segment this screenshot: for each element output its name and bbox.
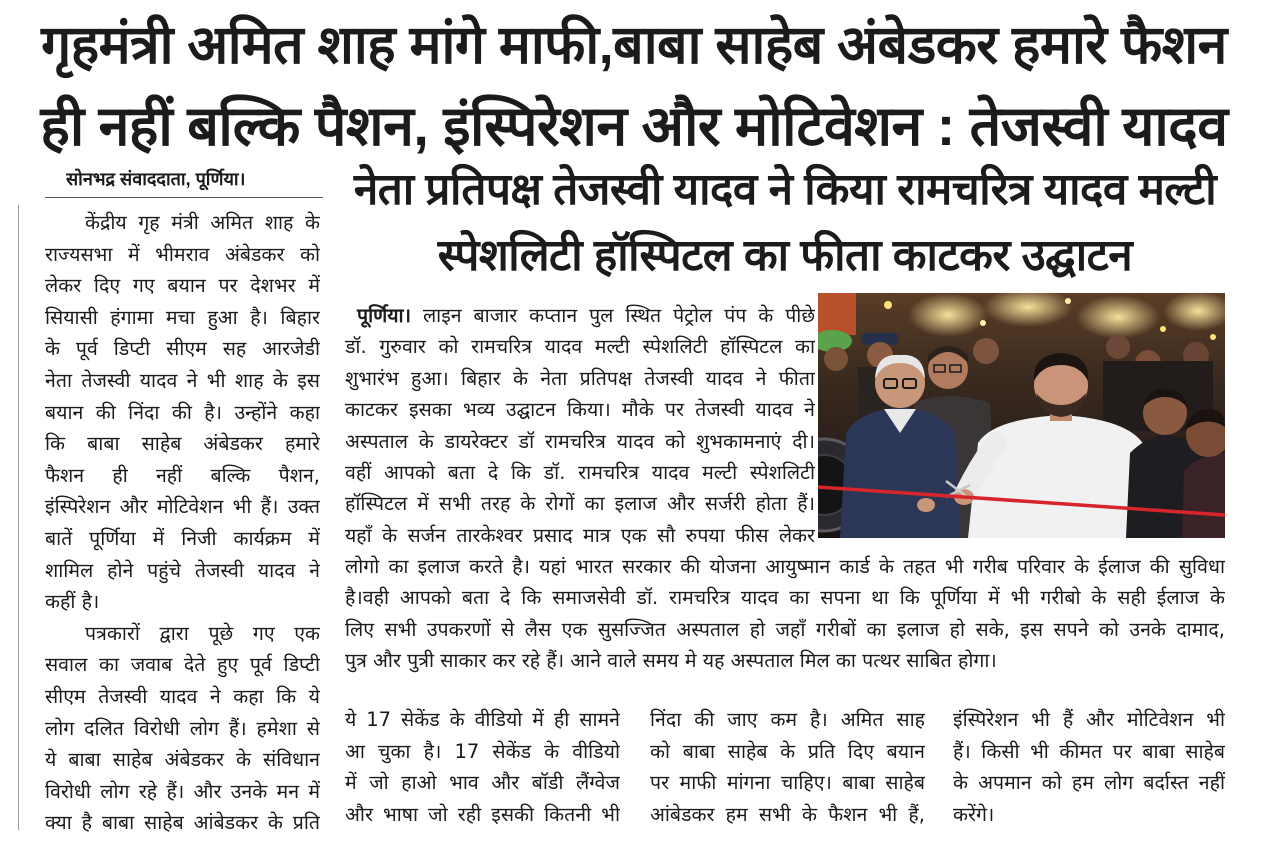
byline: सोनभद्र संवाददाता, पूर्णिया।	[66, 169, 246, 189]
subheadline-line-1: नेता प्रतिपक्ष तेजस्वी यादव ने किया रामचरित्र यादव मल्टी	[353, 165, 1217, 214]
bottom-column-1	[345, 704, 620, 830]
lead-first-line	[345, 300, 815, 331]
left-column	[45, 207, 320, 839]
text-line: हॉस्पिटल में सभी तरह के रोगों का इलाज और सर्जरी होता हैं।	[345, 492, 815, 516]
text-line: वहीं आपको बता दे कि डॉ. रामचरित्र यादव मल्टी स्पेशलिटी	[345, 460, 815, 484]
text-line: बयान की निंदा की है। उन्होंने कहा	[45, 400, 320, 424]
text-line: फैशन ही नहीं बल्कि पैशन,	[45, 463, 320, 487]
subheadline-line-2: स्पेशलिटी हॉस्पिटल का फीता काटकर उद्घाटन	[437, 231, 1133, 280]
text-line: को बाबा साहेब के प्रति दिए बयान	[650, 739, 925, 763]
text-line: सियासी हंगामा मचा हुआ है। बिहार	[45, 305, 320, 329]
text-line: कहीं है।	[45, 590, 100, 614]
bottom-column-2	[650, 704, 925, 830]
text-line: अस्पताल के डायरेक्टर डॉ रामचरित्र यादव को शुभकामनाएं दी।	[345, 429, 815, 453]
bottom-column-3	[953, 704, 1225, 830]
text-line: केंद्रीय गृह मंत्री अमित शाह के	[85, 211, 320, 234]
man-right-edge	[1182, 409, 1225, 538]
text-line: आ चुका है। 17 सेकेंड के वीडियो	[345, 739, 620, 763]
lead-story-narrow	[345, 300, 815, 551]
text-line: में जो हाओ भाव और बॉडी लैंग्वेज	[345, 771, 620, 795]
text-line: करेंगे।	[953, 802, 995, 826]
text-line: शामिल होने पहुंचे तेजस्वी यादव ने	[45, 558, 320, 582]
text-line: इंस्पिरेशन और मोटिवेशन भी हैं। उक्त	[45, 495, 320, 519]
text-line: सवाल का जवाब देते हुए पूर्व डिप्टी	[45, 653, 320, 677]
text-line: बातें पूर्णिया में निजी कार्यक्रम में	[45, 526, 320, 550]
text-line: लेकर दिए गए बयान पर देशभर में	[45, 274, 320, 298]
text-line: लिए सभी उपकरणों से लैस एक सुसज्जित अस्पताल हो जहाँ गरीबों का इलाज हो सके, इस सपने को उनके दामाद,	[345, 617, 1225, 641]
text-line: यहाँ के सर्जन तारकेश्वर प्रसाद मात्र एक सौ रुपया फीस लेकर	[345, 523, 815, 547]
text-line: लोगो का इलाज करते है। यहां भारत सरकार की योजना आयुष्मान कार्ड के तहत भी गरीब परिवार के ईलाज की सुविधा	[345, 555, 1225, 578]
text-line: लोग दलित विरोधी लोग हैं। हमेशा से	[45, 716, 320, 740]
byline-rule	[45, 197, 323, 198]
text-line: राज्यसभा में भीमराव अंबेडकर को	[45, 242, 320, 266]
text-line: पर माफी मांगना चाहिए। बाबा साहेब	[650, 771, 925, 795]
text-line: ये 17 सेकेंड के वीडियो में ही सामने	[345, 708, 620, 731]
headline-line-2: ही नहीं बल्कि पैशन, इंस्पिरेशन और मोटिवेशन : तेजस्वी यादव	[40, 95, 1228, 157]
photo-illustration	[818, 293, 1225, 538]
column-rule	[18, 205, 19, 830]
text-line: विरोधी लोग रहे हैं। और उनके मन में	[45, 779, 320, 803]
text-line: के अपमान को हम लोग बर्दास्त नहीं	[953, 771, 1225, 795]
text-line: कि बाबा साहेब अंबेडकर हमारे	[45, 432, 320, 456]
headline-line-1: गृहमंत्री अमित शाह मांगे माफी,बाबा साहेब अंबेडकर हमारे फैशन	[41, 16, 1227, 75]
text-line: इंस्पिरेशन भी हैं और मोटिवेशन भी	[953, 708, 1225, 731]
text-line: है।वही आपको बता दे कि समाजसेवी डॉ. रामचरित्र यादव का सपना था कि पूर्णिया में भी गरीबो के सही ईलाज के	[345, 586, 1225, 610]
lead-story-wide	[345, 551, 1225, 677]
text-line: क्या है बाबा साहेब आंबेडकर के प्रति	[45, 811, 320, 835]
text-line: सीएम तेजस्वी यादव ने कहा कि ये	[45, 684, 320, 708]
inauguration-photo	[818, 293, 1225, 538]
text-line: हैं। किसी भी कीमत पर बाबा साहेब	[953, 739, 1225, 763]
text-line: डॉ. गुरुवार को रामचरित्र यादव मल्टी स्पेशलिटी हॉस्पिटल का	[345, 335, 815, 359]
lead-first-line-text: लाइन बाजार कप्तान पुल स्थित पेट्रोल पंप के पीछे	[422, 304, 815, 327]
text-line: आंबेडकर हम सभी के फैशन भी हैं,	[650, 802, 925, 826]
text-line: पत्रकारों द्वारा पूछे गए एक	[85, 621, 320, 645]
text-line: काटकर इसका भव्य उद्घाटन किया। मौके पर तेजस्वी यादव ने	[345, 398, 815, 422]
text-line: शुभारंभ हुआ। बिहार के नेता प्रतिपक्ष तेजस्वी यादव ने फीता	[345, 366, 815, 390]
text-line: निंदा की जाए कम है। अमित साह	[650, 708, 925, 731]
text-line: ये बाबा साहेब अंबेडकर के संविधान	[45, 748, 320, 772]
text-line: पुत्र और पुत्री साकार कर रहे हैं। आने वाले समय मे यह अस्पताल मिल का पत्थर साबित होगा।	[345, 649, 997, 673]
text-line: नेता तेजस्वी यादव ने भी शाह के इस	[45, 368, 320, 392]
text-line: और भाषा जो रही इसकी कितनी भी	[345, 802, 620, 826]
text-line: के पूर्व डिप्टी सीएम सह आरजेडी	[45, 337, 320, 361]
dateline: पूर्णिया।	[357, 304, 411, 327]
